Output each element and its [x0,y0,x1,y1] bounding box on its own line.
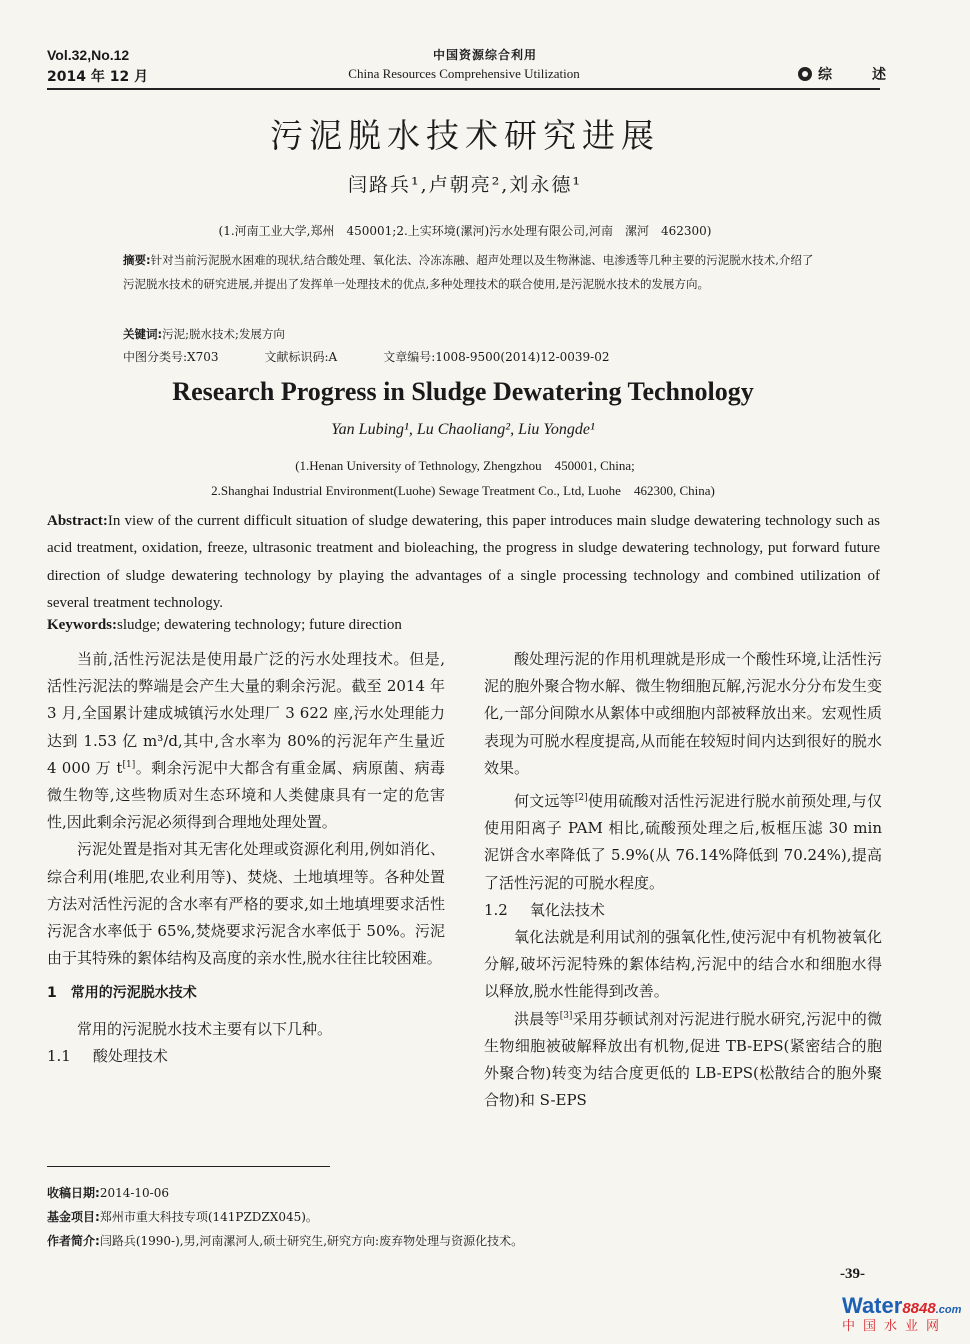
abstract-en [47,508,880,617]
abstract-cn-label: 摘要: [123,253,151,267]
document-code: 文献标识码:A [264,350,338,364]
article-number: 文章编号:1008-9500(2014)12-0039-02 [383,350,610,364]
paragraph [47,646,445,836]
footnote-text: 2014-10-06 [99,1186,169,1200]
keywords-cn [123,322,823,346]
footnote-text: 郑州市重大科技专项(141PZDZX045)。 [99,1210,318,1224]
subsection-heading [484,897,882,924]
journal-name-en: China Resources Comprehensive Utilization [348,66,580,81]
logo-number: 8848 [902,1300,936,1317]
abstract-en-label: Abstract: [47,513,108,529]
clc-number: 中图分类号:X703 [123,350,219,364]
footnote-label: 基金项目: [47,1210,100,1224]
section-bullet-icon [798,67,812,81]
paragraph [484,788,882,897]
footnote-text: 闫路兵(1990-),男,河南漯河人,硕士研究生,研究方向:废弃物处理与资源化技术。 [99,1234,524,1248]
paragraph-text: 洪晨等 [514,1009,560,1028]
paragraph-text: 当前,活性污泥法是使用最广泛的污水处理技术。但是,活性污泥法的弊端是会产生大量的剩余污泥。截至 2014 年 3 月,全国累计建成城镇污水处理厂 3 622 座,污水处理能力达到 1.53 亿 m³/d,其中,含水率为 80%的污泥年产生量近 4 000 万 t [47,650,445,777]
section-label [798,64,886,84]
body-column-left [47,646,445,1070]
subsection-title: 氧化法技术 [529,900,605,919]
keywords-cn-text: 污泥;脱水技术;发展方向 [162,327,285,341]
abstract-en-text: In view of the current difficult situation of sludge dewatering, this paper introduces main sludge dewatering technology such as acid treatment, oxidation, freeze, ultrasonic treatment and bioleaching, the progress in sludge dewatering technology, put forward future direction of sludge dewatering technology by playing the advantages of a single processing technology and combined utilization of several treatment technology. [47,513,880,611]
abstract-cn [123,248,823,296]
citation: [3] [559,1010,573,1021]
site-logo [842,1293,962,1334]
affiliation-en-line-1: (1.Henan University of Tethnology, Zhengzhou 450001, China; [295,458,635,473]
authors-en: Yan Lubing¹, Lu Chaoliang², Liu Yongde¹ [331,421,595,438]
paragraph [484,1006,882,1115]
journal-name-cn: 中国资源综合利用 [432,48,537,62]
body-column-right [484,646,882,1114]
section-heading: 1 常用的污泥脱水技术 [47,985,197,1002]
paragraph: 常用的污泥脱水技术主要有以下几种。 [77,1019,333,1038]
footnote-rule [47,1166,330,1167]
keywords-en-label: Keywords: [47,617,117,633]
footnote-author [47,1232,523,1249]
affiliation-en-line-2: 2.Shanghai Industrial Environment(Luohe) Sewage Treatment Co., Ltd, Luohe 462300, China) [211,483,715,498]
paragraph-text: 采用芬顿试剂对污泥进行脱水研究,污泥中的微生物细胞被破解释放出有机物,促进 TB-EPS(紧密结合的胞外聚合物)转变为结合度更低的 LB-EPS(松散结合的胞外聚合物)和 S-EPS [484,1009,882,1110]
journal-date: 2014 年 12 月 [47,69,149,85]
title-cn: 污泥脱水技术研究进展 [270,116,660,155]
footnote-received [47,1184,169,1201]
paragraph-text: 使用硫酸对活性污泥进行脱水前预处理,与仅使用阳离子 PAM 相比,硫酸预处理之后,板框压滤 30 min 泥饼含水率降低了 5.9%(从 76.14%降低到 70.24%),提高了活性污泥的可脱水程度。 [484,792,882,892]
footnote-label: 收稿日期: [47,1186,100,1200]
header-rule [47,88,880,90]
abstract-cn-text: 针对当前污泥脱水困难的现状,结合酸处理、氧化法、冷冻冻融、超声处理以及生物淋滤、电渗透等几种主要的污泥脱水技术,介绍了污泥脱水技术的研究进展,并提出了发挥单一处理技术的优点,多种处理技术的联合使用,是污泥脱水技术的发展方向。 [123,253,814,291]
footnote-fund [47,1208,318,1225]
classification-line [123,348,823,365]
citation: [2] [574,793,588,804]
authors-cn: 闫路兵¹,卢朝亮²,刘永德¹ [348,174,582,196]
subsection-title: 酸处理技术 [92,1046,168,1065]
logo-word-text: Water [842,1293,903,1318]
keywords-cn-label: 关键词: [123,327,163,341]
subsection-number: 1.2 [484,900,508,919]
journal-volume: Vol.32,No.12 [47,47,130,63]
title-en: Research Progress in Sludge Dewatering Technology [172,377,754,406]
logo-suffix: .com [935,1304,962,1316]
affiliation-cn: (1.河南工业大学,郑州 450001;2.上实环境(漯河)污水处理有限公司,河南 漯河 462300) [218,224,712,238]
section-label-a: 综 [818,67,832,83]
paragraph-text: 何文远等 [514,792,575,811]
paragraph: 氧化法就是利用试剂的强氧化性,使污泥中有机物被氧化分解,破坏污泥特殊的絮体结构,污泥中的结合水和细胞水得以释放,脱水性能得到改善。 [484,928,882,1001]
footnote-label: 作者简介: [47,1234,100,1248]
paragraph: 污泥处置是指对其无害化处理或资源化利用,例如消化、综合利用(堆肥,农业利用等)、焚烧、土地填埋等。各种处置方法对活性污泥的含水率有严格的要求,如土地填埋要求活性污泥含水率低于 65%,焚烧要求污泥含水率低于 50%。污泥由于其特殊的絮体结构及高度的亲水性,脱水往往比较困难。 [47,840,445,968]
logo-cn: 中国水业网 [842,1319,948,1334]
paragraph-text: 。剩余污泥中大都含有重金属、病原菌、病毒微生物等,这些物质对生态环境和人类健康具有一定的危害性,因此剩余污泥必须得到合理地处理处置。 [47,758,445,832]
paragraph: 酸处理污泥的作用机理就是形成一个酸性环境,让活性污泥的胞外聚合物水解、微生物细胞瓦解,污泥水分分布发生变化,一部分间隙水从絮体中或细胞内部被释放出来。宏观性质表现为可脱水程度提高,从而能在较短时间内达到很好的脱水效果。 [484,650,882,777]
subsection-heading [47,1043,445,1070]
subsection-number: 1.1 [47,1046,71,1065]
section-label-b: 述 [872,67,886,83]
citation: [1] [122,759,136,770]
page-number: -39- [840,1266,865,1282]
keywords-en [47,617,402,634]
keywords-en-text: sludge; dewatering technology; future direction [117,617,402,633]
